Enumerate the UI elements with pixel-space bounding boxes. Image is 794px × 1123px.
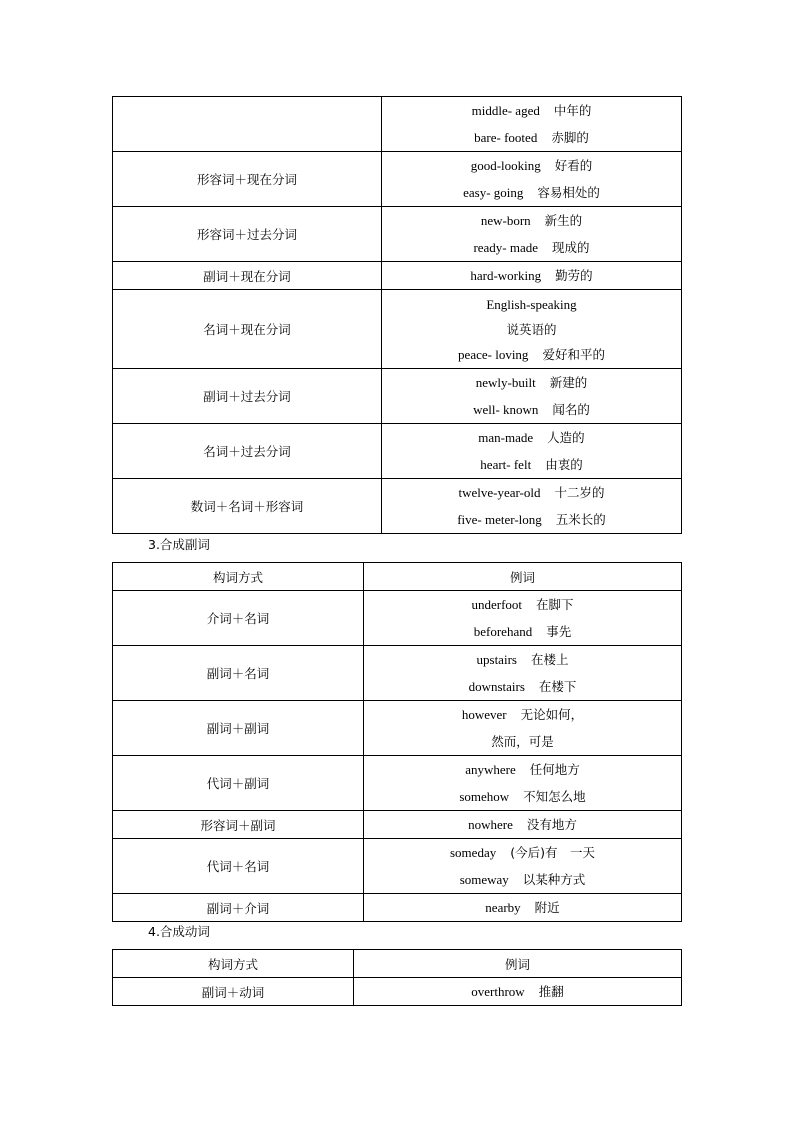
example-cell: nowhere 没有地方: [364, 811, 682, 839]
method-cell: 代词＋副词: [113, 756, 364, 811]
example-cell: hard-working 勤劳的: [382, 262, 682, 290]
method-cell: 副词＋动词: [113, 978, 354, 1006]
compound-adverb-table: [112, 562, 682, 922]
method-cell: 副词＋副词: [113, 701, 364, 756]
example-cell: middle- aged 中年的 bare- footed 赤脚的: [382, 97, 682, 152]
method-cell: 名词＋现在分词: [113, 290, 382, 369]
method-cell: 副词＋过去分词: [113, 369, 382, 424]
table-row: [113, 756, 682, 811]
table-row: [113, 207, 682, 262]
example-cell: good-looking 好看的 easy- going 容易相处的: [382, 152, 682, 207]
method-cell: 副词＋介词: [113, 894, 364, 922]
compound-verb-table: [112, 949, 682, 1006]
method-cell: 副词＋现在分词: [113, 262, 382, 290]
example-cell: overthrow 推翻: [354, 978, 682, 1006]
table-row: [113, 646, 682, 701]
method-cell: 形容词＋现在分词: [113, 152, 382, 207]
table-row: [113, 369, 682, 424]
header-examples: 例词: [354, 950, 682, 978]
compound-adjective-table: [112, 96, 682, 534]
method-cell: 代词＋名词: [113, 839, 364, 894]
method-cell: 形容词＋副词: [113, 811, 364, 839]
table-row: [113, 591, 682, 646]
table-row: [113, 479, 682, 534]
example-cell: newly-built 新建的 well- known 闻名的: [382, 369, 682, 424]
table-row: [113, 978, 682, 1006]
table-row: [113, 701, 682, 756]
table-row: [113, 894, 682, 922]
example-cell: twelve-year-old 十二岁的 five- meter-long 五米长的: [382, 479, 682, 534]
table-row: [113, 839, 682, 894]
table-row: [113, 811, 682, 839]
header-examples: 例词: [364, 563, 682, 591]
method-cell: 形容词＋过去分词: [113, 207, 382, 262]
table-row: [113, 152, 682, 207]
table-header-row: [113, 563, 682, 591]
header-method: 构词方式: [113, 563, 364, 591]
method-cell: 数词＋名词＋形容词: [113, 479, 382, 534]
example-cell: man-made 人造的 heart- felt 由衷的: [382, 424, 682, 479]
section-heading-compound-verbs: 4.合成动词: [148, 924, 210, 939]
example-cell: nearby 附近: [364, 894, 682, 922]
method-cell: 介词＋名词: [113, 591, 364, 646]
example-cell: underfoot 在脚下 beforehand 事先: [364, 591, 682, 646]
method-cell: 名词＋过去分词: [113, 424, 382, 479]
example-cell: someday (今后)有 一天 someway 以某种方式: [364, 839, 682, 894]
table-header-row: [113, 950, 682, 978]
example-cell: anywhere 任何地方 somehow 不知怎么地: [364, 756, 682, 811]
example-cell: English-speaking 说英语的 peace- loving 爱好和平的: [382, 290, 682, 369]
example-cell: upstairs 在楼上 downstairs 在楼下: [364, 646, 682, 701]
section-heading-compound-adverbs: 3.合成副词: [148, 537, 210, 552]
header-method: 构词方式: [113, 950, 354, 978]
example-cell: however 无论如何， 然而，可是: [364, 701, 682, 756]
table-row: [113, 262, 682, 290]
table-row: [113, 97, 682, 152]
table-row: [113, 290, 682, 369]
method-cell: 副词＋名词: [113, 646, 364, 701]
example-cell: new-born 新生的 ready- made 现成的: [382, 207, 682, 262]
table-row: [113, 424, 682, 479]
method-cell: [113, 97, 382, 152]
